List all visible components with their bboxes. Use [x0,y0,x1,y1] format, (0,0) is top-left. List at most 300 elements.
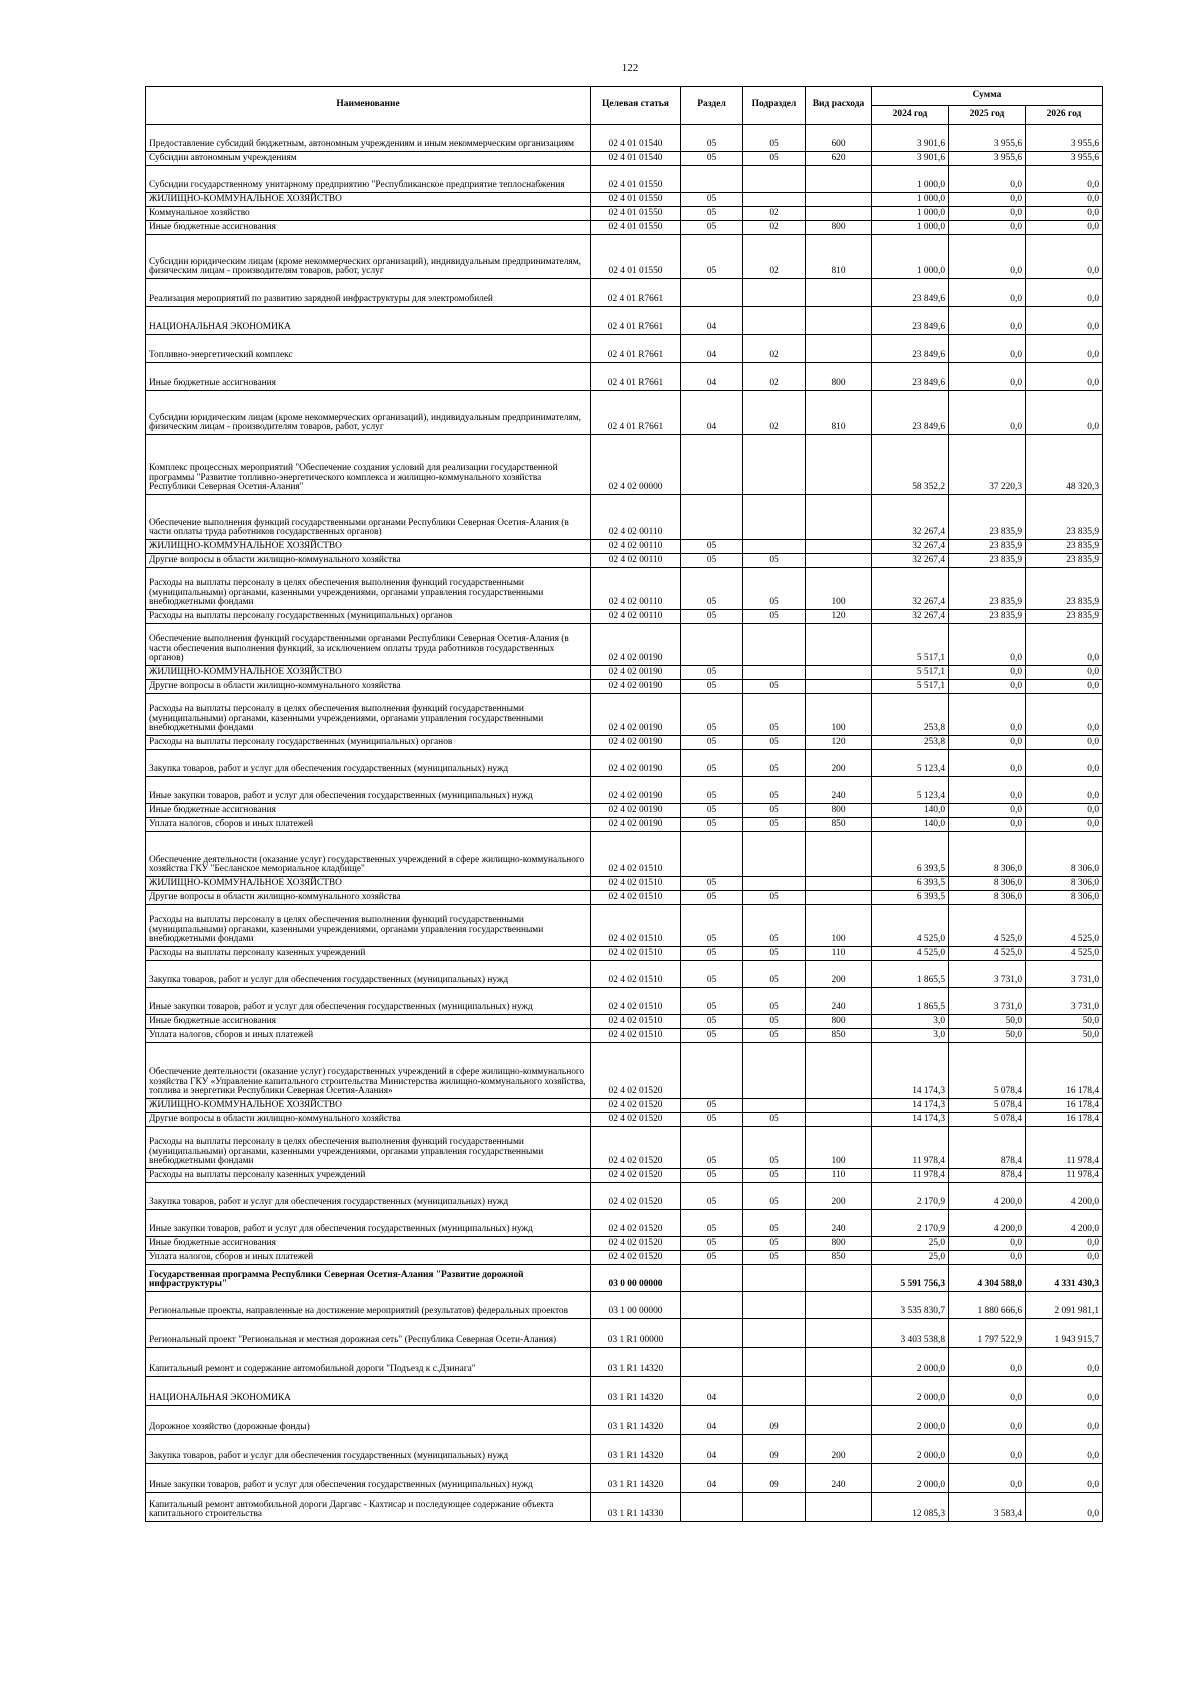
cell-razdel: 05 [681,1127,743,1169]
cell-2026: 8 306,0 [1026,832,1103,877]
cell-podrazdel: 09 [743,1406,806,1435]
cell-podrazdel: 05 [743,961,806,988]
cell-podrazdel: 05 [743,694,806,736]
cell-podrazdel: 05 [743,777,806,804]
cell-razdel: 05 [681,891,743,905]
cell-2025: 4 304 588,0 [949,1265,1026,1292]
cell-vid: 850 [806,818,872,832]
cell-vid [806,624,872,666]
cell-razdel [681,1319,743,1348]
table-row [146,1169,1103,1183]
cell-name: ЖИЛИЩНО-КОММУНАЛЬНОЕ ХОЗЯЙСТВО [146,193,591,207]
cell-razdel: 05 [681,961,743,988]
cell-2024: 32 267,4 [872,495,949,540]
cell-2024: 1 000,0 [872,193,949,207]
cell-podrazdel: 05 [743,1113,806,1127]
cell-name: Расходы на выплаты персоналу в целях обеспечения выполнения функций государственными (муниципальными) органами, казенными учреждениями, органами управления государственными внебюджетными фондами [146,694,591,736]
cell-name: Уплата налогов, сборов и иных платежей [146,818,591,832]
cell-2025: 0,0 [949,736,1026,750]
cell-target-code: 02 4 02 01510 [591,877,681,891]
cell-vid: 200 [806,750,872,777]
cell-name: ЖИЛИЩНО-КОММУНАЛЬНОЕ ХОЗЯЙСТВО [146,877,591,891]
cell-target-code: 02 4 02 00110 [591,568,681,610]
cell-2025: 3 583,4 [949,1493,1026,1522]
cell-podrazdel: 05 [743,554,806,568]
cell-razdel: 05 [681,736,743,750]
cell-podrazdel: 02 [743,391,806,435]
table-row [146,1183,1103,1210]
cell-target-code: 02 4 02 01520 [591,1043,681,1099]
cell-2025: 0,0 [949,1464,1026,1493]
cell-razdel: 05 [681,540,743,554]
cell-razdel: 05 [681,1029,743,1043]
cell-2024: 32 267,4 [872,568,949,610]
table-row [146,435,1103,495]
cell-2026: 0,0 [1026,307,1103,335]
header-name: Наименование [146,87,591,125]
cell-target-code: 02 4 02 01510 [591,891,681,905]
cell-target-code: 03 1 R1 14320 [591,1406,681,1435]
cell-vid [806,1348,872,1377]
cell-podrazdel: 05 [743,1251,806,1265]
cell-2024: 25,0 [872,1237,949,1251]
cell-vid: 800 [806,804,872,818]
cell-podrazdel [743,435,806,495]
cell-2025: 0,0 [949,193,1026,207]
cell-2024: 6 393,5 [872,832,949,877]
cell-name: Субсидии автономным учреждениям [146,152,591,166]
cell-podrazdel: 05 [743,1015,806,1029]
cell-2026: 11 978,4 [1026,1169,1103,1183]
cell-2025: 0,0 [949,1406,1026,1435]
table-row [146,1348,1103,1377]
cell-vid [806,1043,872,1099]
cell-2026: 4 525,0 [1026,905,1103,947]
table-row [146,335,1103,363]
cell-name: Субсидии государственному унитарному предприятию "Республиканское предприятие теплоснабжения [146,166,591,193]
cell-name: ЖИЛИЩНО-КОММУНАЛЬНОЕ ХОЗЯЙСТВО [146,666,591,680]
table-row [146,207,1103,221]
cell-target-code: 02 4 02 00190 [591,818,681,832]
table-row [146,818,1103,832]
cell-2026: 4 200,0 [1026,1183,1103,1210]
cell-razdel [681,279,743,307]
cell-target-code: 03 1 R1 14320 [591,1464,681,1493]
cell-2025: 23 835,9 [949,495,1026,540]
cell-2024: 4 525,0 [872,947,949,961]
cell-2024: 5 517,1 [872,624,949,666]
cell-vid [806,495,872,540]
table-row [146,1265,1103,1292]
cell-name: Иные бюджетные ассигнования [146,1015,591,1029]
cell-2024: 5 517,1 [872,666,949,680]
cell-podrazdel: 02 [743,207,806,221]
table-row [146,1435,1103,1464]
cell-vid [806,279,872,307]
cell-2024: 23 849,6 [872,335,949,363]
cell-2025: 3 731,0 [949,961,1026,988]
cell-target-code: 03 0 00 00000 [591,1265,681,1292]
cell-2024: 25,0 [872,1251,949,1265]
cell-razdel: 05 [681,568,743,610]
cell-podrazdel [743,1099,806,1113]
cell-podrazdel: 02 [743,335,806,363]
cell-vid [806,680,872,694]
cell-2025: 0,0 [949,1237,1026,1251]
cell-target-code: 02 4 02 00110 [591,540,681,554]
cell-podrazdel: 05 [743,1169,806,1183]
cell-2024: 5 517,1 [872,680,949,694]
table-row [146,736,1103,750]
table-row [146,363,1103,391]
cell-razdel: 05 [681,152,743,166]
cell-target-code: 02 4 02 00190 [591,680,681,694]
cell-razdel [681,435,743,495]
cell-2026: 0,0 [1026,193,1103,207]
cell-podrazdel [743,279,806,307]
header-razdel: Раздел [681,87,743,125]
cell-2024: 253,8 [872,694,949,736]
cell-target-code: 02 4 01 R7661 [591,279,681,307]
table-row [146,1015,1103,1029]
cell-2025: 3 955,6 [949,125,1026,152]
cell-podrazdel [743,877,806,891]
cell-podrazdel: 05 [743,736,806,750]
cell-2026: 0,0 [1026,624,1103,666]
cell-vid: 120 [806,610,872,624]
cell-name: Обеспечение выполнения функций государственными органами Республики Северная Осетия-Алания (в части оплаты труда работников государственных органов) [146,495,591,540]
cell-vid [806,207,872,221]
cell-vid: 200 [806,961,872,988]
cell-razdel: 05 [681,1251,743,1265]
cell-2024: 2 170,9 [872,1210,949,1237]
table-row [146,1292,1103,1319]
cell-target-code: 02 4 02 01520 [591,1169,681,1183]
cell-name: Иные бюджетные ассигнования [146,363,591,391]
cell-2024: 14 174,3 [872,1099,949,1113]
table-row [146,905,1103,947]
cell-vid: 800 [806,1015,872,1029]
cell-2026: 0,0 [1026,666,1103,680]
cell-2025: 0,0 [949,1348,1026,1377]
cell-2024: 32 267,4 [872,554,949,568]
cell-name: Региональный проект "Региональная и местная дорожная сеть" (Республика Северная Осети-Алания) [146,1319,591,1348]
cell-2025: 0,0 [949,777,1026,804]
cell-target-code: 02 4 01 01550 [591,166,681,193]
cell-podrazdel: 02 [743,363,806,391]
cell-target-code: 02 4 02 00190 [591,736,681,750]
table-body [146,125,1103,1522]
cell-vid: 800 [806,363,872,391]
cell-target-code: 02 4 01 01550 [591,193,681,207]
cell-razdel: 05 [681,1237,743,1251]
cell-razdel: 04 [681,363,743,391]
cell-name: Закупка товаров, работ и услуг для обеспечения государственных (муниципальных) нужд [146,1183,591,1210]
cell-name: Закупка товаров, работ и услуг для обеспечения государственных (муниципальных) нужд [146,961,591,988]
cell-2026: 11 978,4 [1026,1127,1103,1169]
cell-name: Коммунальное хозяйство [146,207,591,221]
cell-2025: 4 200,0 [949,1210,1026,1237]
cell-razdel: 04 [681,1377,743,1406]
cell-2026: 0,0 [1026,1493,1103,1522]
cell-target-code: 02 4 01 01550 [591,235,681,279]
header-code: Целевая статья [591,87,681,125]
cell-target-code: 02 4 02 00190 [591,666,681,680]
cell-2024: 23 849,6 [872,363,949,391]
cell-podrazdel [743,624,806,666]
cell-razdel: 05 [681,988,743,1015]
cell-razdel: 04 [681,1435,743,1464]
cell-2026: 0,0 [1026,166,1103,193]
cell-target-code: 02 4 02 00190 [591,750,681,777]
cell-2024: 2 000,0 [872,1464,949,1493]
cell-2026: 4 331 430,3 [1026,1265,1103,1292]
cell-name: Закупка товаров, работ и услуг для обеспечения государственных (муниципальных) нужд [146,1435,591,1464]
cell-2024: 23 849,6 [872,279,949,307]
cell-razdel: 05 [681,818,743,832]
table-row [146,750,1103,777]
cell-target-code: 03 1 00 00000 [591,1292,681,1319]
cell-2024: 1 000,0 [872,235,949,279]
cell-2026: 0,0 [1026,750,1103,777]
cell-vid: 240 [806,988,872,1015]
cell-name: Иные закупки товаров, работ и услуг для обеспечения государственных (муниципальных) нужд [146,1210,591,1237]
cell-target-code: 02 4 02 01520 [591,1210,681,1237]
cell-podrazdel: 05 [743,804,806,818]
cell-razdel: 05 [681,1210,743,1237]
cell-name: Закупка товаров, работ и услуг для обеспечения государственных (муниципальных) нужд [146,750,591,777]
cell-2026: 4 525,0 [1026,947,1103,961]
cell-razdel [681,624,743,666]
cell-2025: 4 200,0 [949,1183,1026,1210]
cell-2024: 58 352,2 [872,435,949,495]
cell-name: Комплекс процессных мероприятий "Обеспечение создания условий для реализации государственной программы "Развитие топливно-энергетического комплекса и жилищно-коммунального хозяйства Республики Северная Осетия-Алания" [146,435,591,495]
cell-2025: 0,0 [949,235,1026,279]
cell-podrazdel [743,495,806,540]
cell-2025: 0,0 [949,1251,1026,1265]
cell-razdel: 05 [681,221,743,235]
cell-razdel [681,1043,743,1099]
cell-2024: 12 085,3 [872,1493,949,1522]
cell-name: ЖИЛИЩНО-КОММУНАЛЬНОЕ ХОЗЯЙСТВО [146,1099,591,1113]
cell-2026: 0,0 [1026,1406,1103,1435]
cell-vid: 620 [806,152,872,166]
cell-name: Уплата налогов, сборов и иных платежей [146,1029,591,1043]
cell-2026: 0,0 [1026,363,1103,391]
cell-2026: 0,0 [1026,207,1103,221]
cell-podrazdel [743,193,806,207]
cell-razdel: 04 [681,307,743,335]
cell-podrazdel [743,1043,806,1099]
cell-2026: 0,0 [1026,1377,1103,1406]
cell-name: Реализация мероприятий по развитию зарядной инфраструктуры для электромобилей [146,279,591,307]
cell-2024: 11 978,4 [872,1127,949,1169]
cell-2025: 1 880 666,6 [949,1292,1026,1319]
table-row [146,680,1103,694]
cell-target-code: 02 4 02 01520 [591,1113,681,1127]
cell-target-code: 02 4 02 00110 [591,610,681,624]
cell-target-code: 02 4 02 00190 [591,804,681,818]
cell-vid: 240 [806,1464,872,1493]
cell-vid: 120 [806,736,872,750]
cell-razdel: 05 [681,877,743,891]
cell-razdel: 05 [681,1099,743,1113]
cell-2025: 50,0 [949,1029,1026,1043]
cell-target-code: 02 4 01 R7661 [591,391,681,435]
cell-2025: 878,4 [949,1127,1026,1169]
cell-name: Предоставление субсидий бюджетным, автономным учреждениям и иным некоммерческим организациям [146,125,591,152]
cell-2026: 3 731,0 [1026,988,1103,1015]
cell-podrazdel: 05 [743,750,806,777]
cell-vid [806,891,872,905]
cell-vid: 240 [806,777,872,804]
cell-2025: 50,0 [949,1015,1026,1029]
cell-podrazdel [743,666,806,680]
table-row [146,554,1103,568]
cell-razdel [681,1493,743,1522]
cell-name: Региональные проекты, направленные на достижение мероприятий (результатов) федеральных проектов [146,1292,591,1319]
cell-name: Топливно-энергетический комплекс [146,335,591,363]
cell-2026: 23 835,9 [1026,568,1103,610]
table-row [146,610,1103,624]
cell-podrazdel: 09 [743,1464,806,1493]
cell-2025: 0,0 [949,624,1026,666]
cell-podrazdel: 05 [743,905,806,947]
table-row [146,1127,1103,1169]
cell-name: Другие вопросы в области жилищно-коммунального хозяйства [146,680,591,694]
cell-2024: 1 865,5 [872,988,949,1015]
cell-2025: 23 835,9 [949,610,1026,624]
cell-2026: 4 200,0 [1026,1210,1103,1237]
cell-vid: 800 [806,1237,872,1251]
cell-razdel: 05 [681,207,743,221]
cell-podrazdel [743,1377,806,1406]
cell-vid: 200 [806,1183,872,1210]
cell-name: Расходы на выплаты персоналу казенных учреждений [146,947,591,961]
cell-podrazdel [743,1292,806,1319]
cell-2026: 0,0 [1026,1464,1103,1493]
cell-podrazdel: 05 [743,152,806,166]
cell-vid: 100 [806,1127,872,1169]
cell-2026: 8 306,0 [1026,877,1103,891]
cell-2024: 1 000,0 [872,221,949,235]
cell-vid: 240 [806,1210,872,1237]
cell-2024: 3,0 [872,1029,949,1043]
cell-target-code: 02 4 02 01510 [591,1029,681,1043]
cell-2024: 2 000,0 [872,1348,949,1377]
table-row [146,1319,1103,1348]
cell-vid: 200 [806,1435,872,1464]
table-row [146,495,1103,540]
cell-target-code: 03 1 R1 14320 [591,1348,681,1377]
table-row [146,1377,1103,1406]
page-number: 122 [621,62,639,74]
cell-target-code: 02 4 02 01510 [591,905,681,947]
cell-name: Иные бюджетные ассигнования [146,221,591,235]
cell-razdel [681,495,743,540]
cell-vid [806,1319,872,1348]
table-row [146,804,1103,818]
cell-2024: 32 267,4 [872,540,949,554]
table-row [146,961,1103,988]
cell-2024: 32 267,4 [872,610,949,624]
cell-name: Иные закупки товаров, работ и услуг для обеспечения государственных (муниципальных) нужд [146,1464,591,1493]
cell-2026: 0,0 [1026,1237,1103,1251]
cell-2024: 11 978,4 [872,1169,949,1183]
cell-vid: 850 [806,1251,872,1265]
cell-2026: 0,0 [1026,777,1103,804]
cell-2026: 0,0 [1026,221,1103,235]
cell-2025: 37 220,3 [949,435,1026,495]
cell-razdel: 05 [681,947,743,961]
cell-2026: 0,0 [1026,694,1103,736]
cell-vid [806,1377,872,1406]
cell-name: ЖИЛИЩНО-КОММУНАЛЬНОЕ ХОЗЯЙСТВО [146,540,591,554]
cell-vid [806,832,872,877]
cell-2026: 50,0 [1026,1029,1103,1043]
cell-2026: 0,0 [1026,680,1103,694]
table-row [146,1099,1103,1113]
cell-razdel: 04 [681,391,743,435]
cell-2026: 48 320,3 [1026,435,1103,495]
cell-2024: 2 170,9 [872,1183,949,1210]
cell-name: Расходы на выплаты персоналу в целях обеспечения выполнения функций государственными (муниципальными) органами, казенными учреждениями, органами управления государственными внебюджетными фондами [146,905,591,947]
cell-2024: 2 000,0 [872,1435,949,1464]
cell-2024: 5 123,4 [872,750,949,777]
cell-target-code: 03 1 R1 14320 [591,1377,681,1406]
cell-razdel [681,1265,743,1292]
cell-2024: 1 865,5 [872,961,949,988]
cell-2024: 2 000,0 [872,1406,949,1435]
cell-podrazdel [743,1348,806,1377]
cell-name: Субсидии юридическим лицам (кроме некоммерческих организаций), индивидуальным предпринимателям, физическим лицам - производителям товаров, работ, услуг [146,235,591,279]
table-row [146,832,1103,877]
cell-target-code: 02 4 01 01550 [591,221,681,235]
cell-razdel: 05 [681,1113,743,1127]
cell-name: Дорожное хозяйство (дорожные фонды) [146,1406,591,1435]
cell-razdel: 05 [681,804,743,818]
table-row [146,947,1103,961]
table-row [146,152,1103,166]
cell-podrazdel: 05 [743,818,806,832]
cell-vid: 100 [806,568,872,610]
cell-2024: 3 535 830,7 [872,1292,949,1319]
cell-razdel [681,1348,743,1377]
cell-razdel: 05 [681,125,743,152]
cell-2024: 253,8 [872,736,949,750]
header-podrazdel: Подраздел [743,87,806,125]
cell-2024: 3 403 538,8 [872,1319,949,1348]
cell-podrazdel: 05 [743,1029,806,1043]
cell-vid: 810 [806,235,872,279]
cell-2024: 140,0 [872,804,949,818]
cell-name: НАЦИОНАЛЬНАЯ ЭКОНОМИКА [146,1377,591,1406]
table-row [146,193,1103,207]
cell-target-code: 02 4 02 00190 [591,694,681,736]
table-row [146,1029,1103,1043]
cell-vid: 810 [806,391,872,435]
table-header [146,87,1103,125]
cell-2025: 4 525,0 [949,905,1026,947]
header-2024: 2024 год [872,106,949,125]
cell-2024: 140,0 [872,818,949,832]
cell-2024: 4 525,0 [872,905,949,947]
cell-vid [806,1265,872,1292]
cell-vid [806,166,872,193]
cell-2025: 0,0 [949,1377,1026,1406]
cell-target-code: 02 4 02 00110 [591,495,681,540]
cell-name: Обеспечение выполнения функций государственными органами Республики Северная Осетия-Алания (в части обеспечения выполнения функций, за исключением оплаты труда работников государственных органов) [146,624,591,666]
